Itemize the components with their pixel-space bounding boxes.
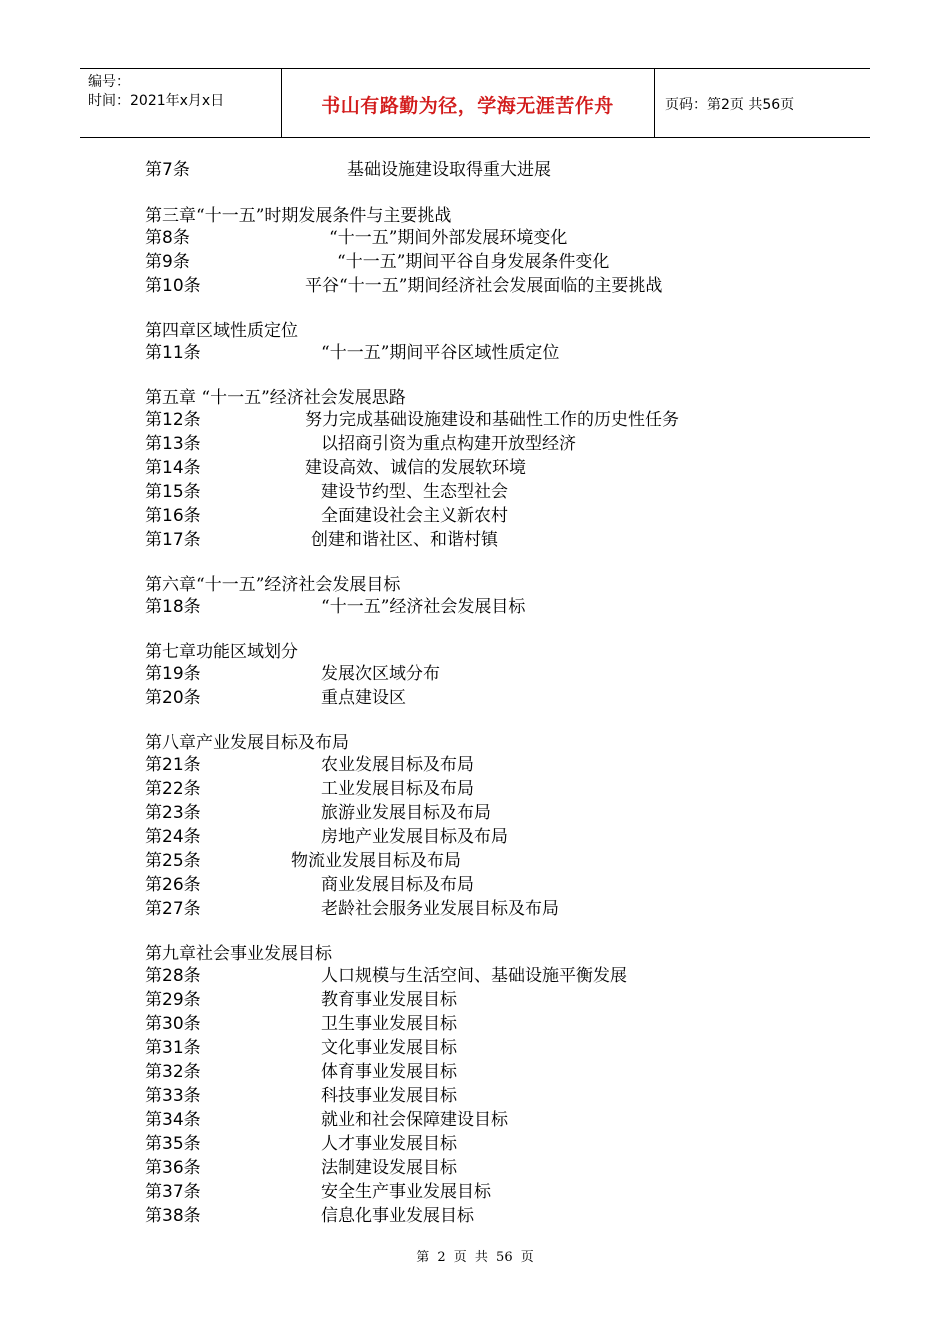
article-number: 第28条 xyxy=(145,966,201,986)
page-footer: 第 2 页 共 56 页 xyxy=(416,1250,534,1265)
motto-text: 书山有路勤为径，学海无涯苦作舟 xyxy=(321,95,614,117)
article-title: “十一五”期间外部发展环境变化 xyxy=(329,228,568,248)
article-title: 创建和谐社区、和谐村镇 xyxy=(311,530,498,550)
article-number: 第23条 xyxy=(145,803,201,823)
article-number: 第15条 xyxy=(145,482,201,502)
article-number: 第32条 xyxy=(145,1062,201,1082)
article-title: 老龄社会服务业发展目标及布局 xyxy=(321,899,559,919)
chapter-heading: 第八章产业发展目标及布局 xyxy=(145,733,349,753)
article-title: 工业发展目标及布局 xyxy=(321,779,474,799)
article-number: 第10条 xyxy=(145,276,201,296)
article-number: 第17条 xyxy=(145,530,201,550)
article-title: 体育事业发展目标 xyxy=(321,1062,457,1082)
article-number: 第14条 xyxy=(145,458,201,478)
chapter-heading: 第七章功能区域划分 xyxy=(145,642,298,662)
article-title: 法制建设发展目标 xyxy=(321,1158,457,1178)
article-number: 第21条 xyxy=(145,755,201,775)
chapter-heading: 第六章“十一五”经济社会发展目标 xyxy=(145,575,401,595)
document-code-label: 编号： xyxy=(88,74,130,90)
article-number: 第35条 xyxy=(145,1134,201,1154)
document-date-label: 时间：2021年x月x日 xyxy=(88,93,225,109)
article-number: 第24条 xyxy=(145,827,201,847)
article-number: 第22条 xyxy=(145,779,201,799)
article-number: 第11条 xyxy=(145,343,201,363)
chapter-heading: 第九章社会事业发展目标 xyxy=(145,944,332,964)
article-title: 基础设施建设取得重大进展 xyxy=(347,160,551,180)
article-title: 信息化事业发展目标 xyxy=(321,1206,474,1226)
article-number: 第13条 xyxy=(145,434,201,454)
article-title: 文化事业发展目标 xyxy=(321,1038,457,1058)
article-number: 第19条 xyxy=(145,664,201,684)
article-title: “十一五”期间平谷自身发展条件变化 xyxy=(337,252,610,272)
header-meta-cell xyxy=(80,69,282,137)
article-number: 第18条 xyxy=(145,597,201,617)
header-motto-cell xyxy=(281,69,655,137)
article-number: 第29条 xyxy=(145,990,201,1010)
article-number: 第30条 xyxy=(145,1014,201,1034)
article-title: 建设节约型、生态型社会 xyxy=(321,482,508,502)
article-title: 卫生事业发展目标 xyxy=(321,1014,457,1034)
article-title: “十一五”期间平谷区域性质定位 xyxy=(321,343,560,363)
article-number: 第34条 xyxy=(145,1110,201,1130)
article-title: 努力完成基础设施建设和基础性工作的历史性任务 xyxy=(305,410,679,430)
article-number: 第37条 xyxy=(145,1182,201,1202)
article-number: 第36条 xyxy=(145,1158,201,1178)
article-number: 第26条 xyxy=(145,875,201,895)
article-title: 建设高效、诚信的发展软环境 xyxy=(305,458,526,478)
document-header xyxy=(80,68,870,138)
article-title: 人才事业发展目标 xyxy=(321,1134,457,1154)
article-title: 就业和社会保障建设目标 xyxy=(321,1110,508,1130)
article-number: 第31条 xyxy=(145,1038,201,1058)
article-title: 科技事业发展目标 xyxy=(321,1086,457,1106)
article-number: 第33条 xyxy=(145,1086,201,1106)
article-number: 第27条 xyxy=(145,899,201,919)
chapter-heading: 第五章 “十一五”经济社会发展思路 xyxy=(145,388,406,408)
article-number: 第9条 xyxy=(145,252,190,272)
article-title: 农业发展目标及布局 xyxy=(321,755,474,775)
article-title: 物流业发展目标及布局 xyxy=(291,851,461,871)
article-number: 第38条 xyxy=(145,1206,201,1226)
article-title: 平谷“十一五”期间经济社会发展面临的主要挑战 xyxy=(305,276,663,296)
article-title: 全面建设社会主义新农村 xyxy=(321,506,508,526)
header-page-cell xyxy=(655,69,870,137)
article-number: 第25条 xyxy=(145,851,201,871)
article-title: “十一五”经济社会发展目标 xyxy=(321,597,526,617)
chapter-heading: 第四章区域性质定位 xyxy=(145,321,298,341)
article-title: 房地产业发展目标及布局 xyxy=(321,827,508,847)
article-title: 商业发展目标及布局 xyxy=(321,875,474,895)
article-title: 发展次区域分布 xyxy=(321,664,440,684)
article-title: 以招商引资为重点构建开放型经济 xyxy=(321,434,576,454)
article-title: 教育事业发展目标 xyxy=(321,990,457,1010)
chapter-heading: 第三章“十一五”时期发展条件与主要挑战 xyxy=(145,206,452,226)
article-number: 第20条 xyxy=(145,688,201,708)
article-number: 第12条 xyxy=(145,410,201,430)
article-number: 第16条 xyxy=(145,506,201,526)
article-title: 安全生产事业发展目标 xyxy=(321,1182,491,1202)
article-title: 重点建设区 xyxy=(321,688,406,708)
page-info: 页码：第2页 共56页 xyxy=(665,97,795,113)
article-title: 旅游业发展目标及布局 xyxy=(321,803,491,823)
article-number: 第8条 xyxy=(145,228,190,248)
article-title: 人口规模与生活空间、基础设施平衡发展 xyxy=(321,966,627,986)
article-number: 第7条 xyxy=(145,160,190,180)
